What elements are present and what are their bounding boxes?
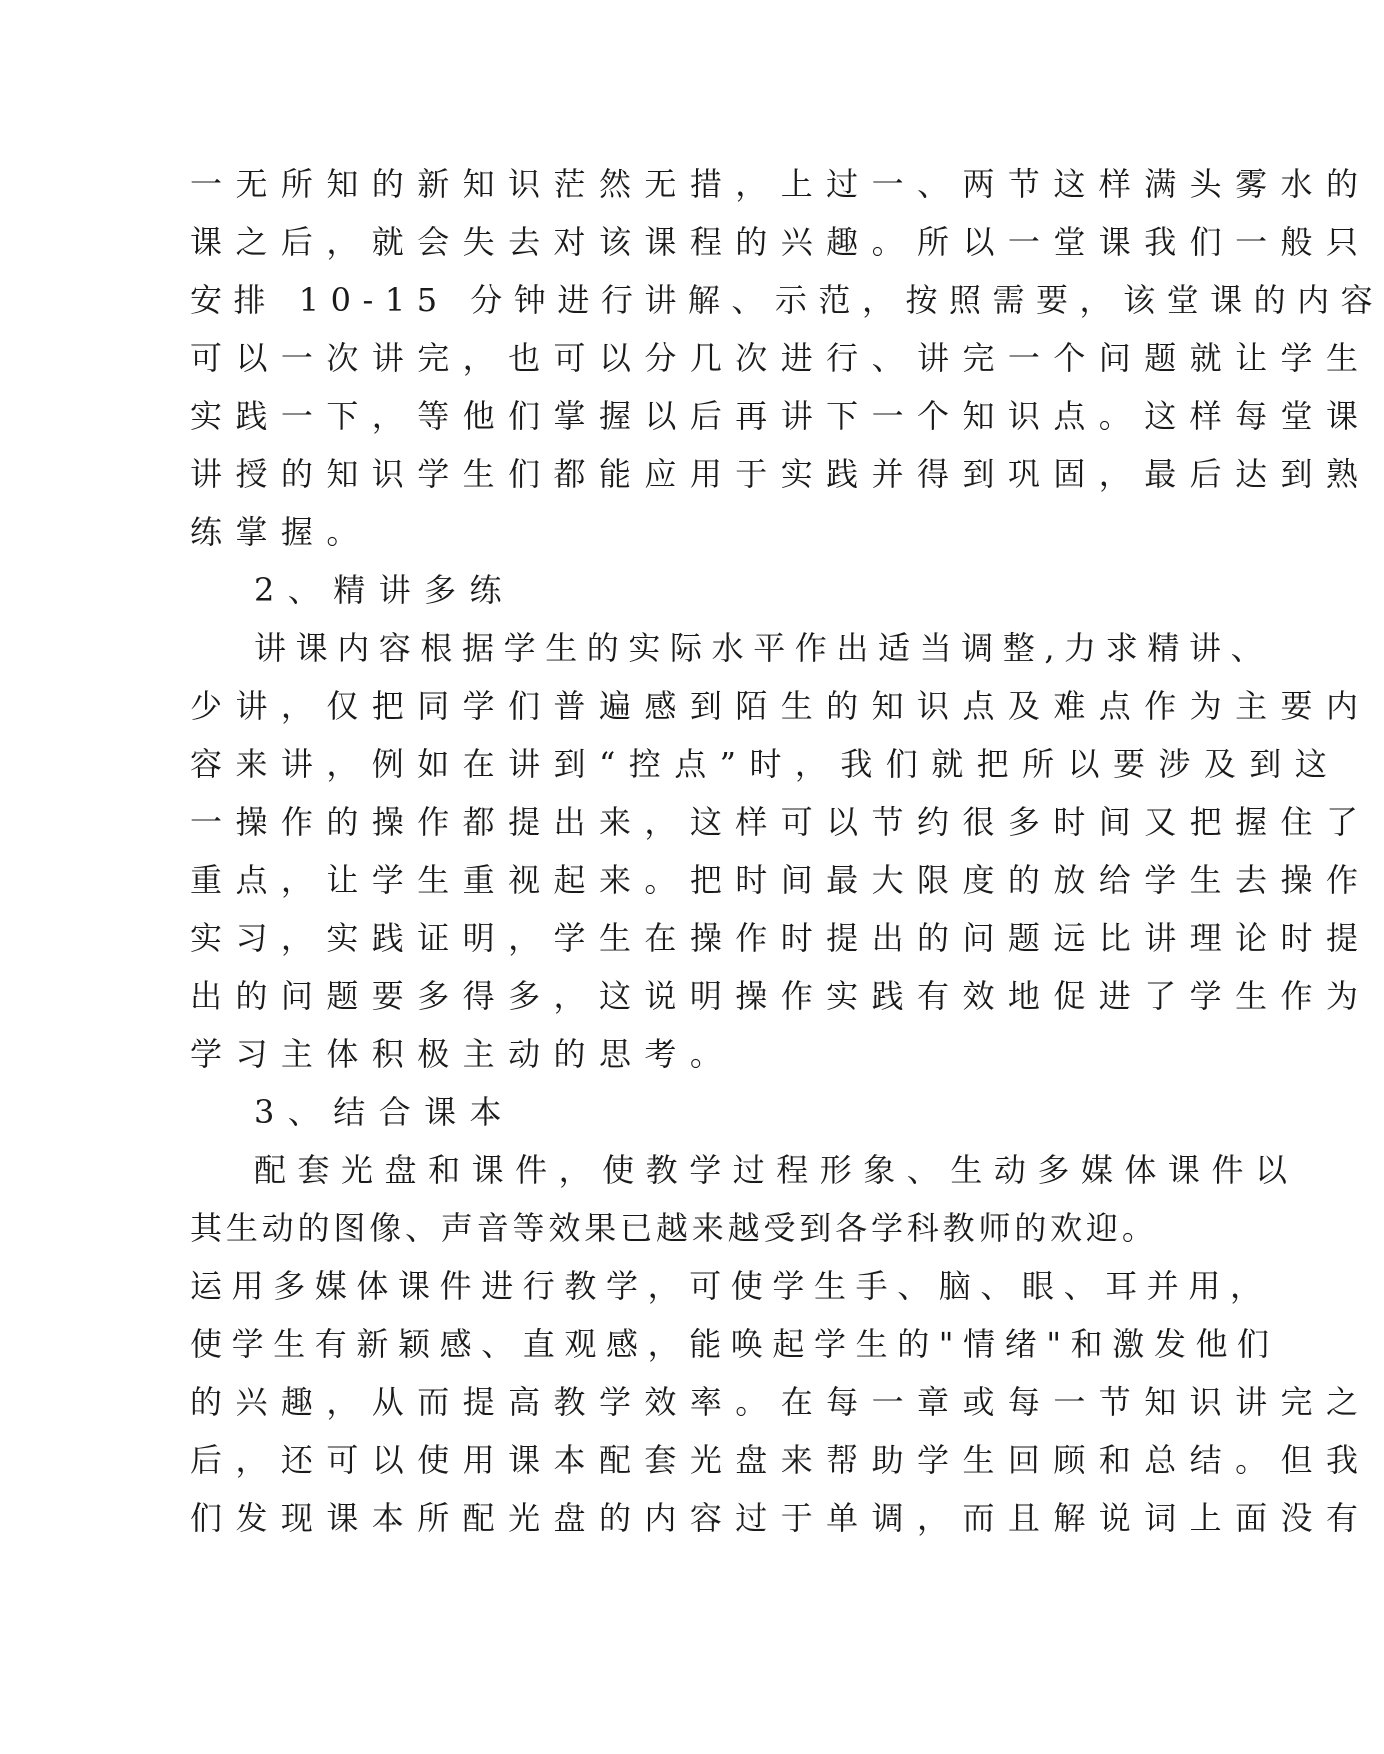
- text-line: 少讲，仅把同学们普遍感到陌生的知识点及难点作为主要内: [190, 687, 1372, 725]
- paragraph-start: 配套光盘和课件，使教学过程形象、生动多媒体课件以: [254, 1151, 1299, 1189]
- text-line: 后，还可以使用课本配套光盘来帮助学生回顾和总结。但我: [190, 1441, 1372, 1479]
- text-line: 可以一次讲完，也可以分几次进行、讲完一个问题就让学生: [190, 339, 1372, 377]
- text-line: 重点，让学生重视起来。把时间最大限度的放给学生去操作: [190, 861, 1372, 899]
- text-line: 使学生有新颖感、直观感，能唤起学生的"情绪"和激发他们: [190, 1325, 1279, 1363]
- text-line: 实践一下，等他们掌握以后再讲下一个知识点。这样每堂课: [190, 397, 1372, 435]
- text-line: 运用多媒体课件进行教学，可使学生手、脑、眼、耳并用，: [190, 1267, 1272, 1305]
- text-line: 一无所知的新知识茫然无措，上过一、两节这样满头雾水的: [190, 165, 1372, 203]
- text-line: 出的问题要多得多，这说明操作实践有效地促进了学生作为: [190, 977, 1372, 1015]
- section-heading: 3、结合课本: [254, 1093, 515, 1131]
- text-line: 的兴趣，从而提高教学效率。在每一章或每一节知识讲完之: [190, 1383, 1372, 1421]
- text-line: 一操作的操作都提出来，这样可以节约很多时间又把握住了: [190, 803, 1372, 841]
- text-line: 实习，实践证明，学生在操作时提出的问题远比讲理论时提: [190, 919, 1372, 957]
- paragraph-start: 讲课内容根据学生的实际水平作出适当调整,力求精讲、: [254, 629, 1273, 667]
- document-body: [190, 155, 1384, 1547]
- text-line: 练掌握。: [190, 513, 372, 551]
- text-line: 课之后，就会失去对该课程的兴趣。所以一堂课我们一般只: [190, 223, 1372, 261]
- text-line: 容来讲，例如在讲到“控点”时，我们就把所以要涉及到这: [190, 745, 1341, 783]
- text-line: 学习主体积极主动的思考。: [190, 1035, 736, 1073]
- text-line: 讲授的知识学生们都能应用于实践并得到巩固，最后达到熟: [190, 455, 1372, 493]
- section-heading: 2、精讲多练: [254, 571, 515, 609]
- text-line: 其生动的图像、声音等效果已越来越受到各学科教师的欢迎。: [190, 1209, 1158, 1247]
- text-line: 们发现课本所配光盘的内容过于单调，而且解说词上面没有: [190, 1499, 1372, 1537]
- text-line: 安排 10-15 分钟进行讲解、示范，按照需要，该堂课的内容: [190, 281, 1384, 319]
